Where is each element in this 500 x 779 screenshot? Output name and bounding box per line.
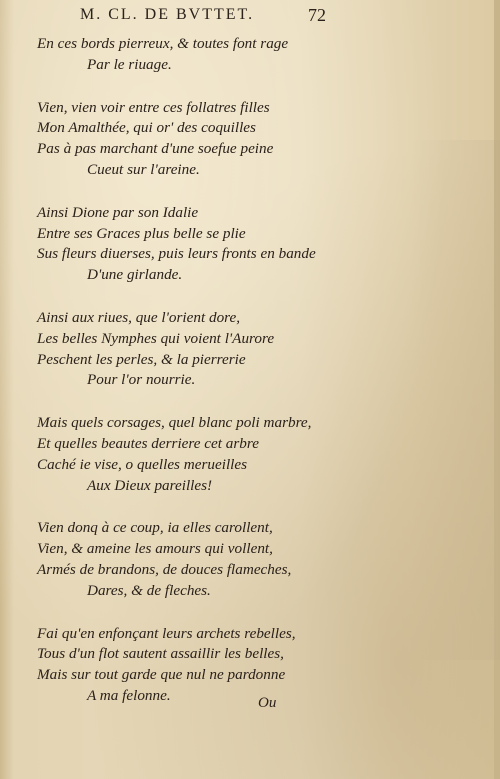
stanza [37,624,337,707]
verse-line: Dares, & de fleches. [87,581,211,599]
verse-line: Vien, & ameine les amours qui vollent, [37,540,273,558]
verse-line: Pour l'or nourrie. [87,371,196,389]
verse-line: Les belles Nymphes qui voient l'Aurore [37,329,275,347]
verse-line: Aux Dieux pareilles! [87,476,213,494]
stanza [37,34,337,76]
verse-line: Pas à pas marchant d'une soefue peine [37,140,274,158]
stanza [37,308,337,391]
verse-line: Et quelles beautes derriere cet arbre [37,434,259,452]
show-through-shadow [410,140,500,660]
verse-line: Entre ses Graces plus belle se plie [37,224,246,242]
verse-line: Par le riuage. [87,55,172,73]
stanza [37,98,337,181]
verse-line: A ma felonne. [87,686,171,704]
page-number: 72 [308,5,326,25]
catchword: Ou [258,695,277,711]
verse-line: Cueut sur l'areine. [87,160,200,178]
verse-line: Ainsi aux riues, que l'orient dore, [37,308,241,326]
verse-line: Mais quels corsages, quel blanc poli marbre, [37,414,312,432]
verse-line: Vien, vien voir entre ces follatres filles [37,98,270,116]
verse-line: Ainsi Dione par son Idalie [37,203,199,221]
verse-line: Caché ie vise, o quelles merueilles [37,455,248,473]
stanza [37,518,337,601]
verse-line: Vien donq à ce coup, ia elles carollent, [37,519,273,537]
verse-line: Mais sur tout garde que nul ne pardonne [37,666,286,684]
verse-line: Fai qu'en enfonçant leurs archets rebelles, [37,624,296,642]
verse-line: Sus fleurs diuerses, puis leurs fronts en bande [37,245,316,263]
stanza [37,413,337,496]
verse-line: Tous d'un flot sautent assaillir les belles, [37,645,284,663]
poem-body [37,34,337,729]
verse-line: Armés de brandons, de douces flameches, [37,560,292,578]
running-title: M. CL. DE BVTTET. [80,6,255,23]
verse-line: Mon Amalthée, qui or' des coquilles [37,119,256,137]
verse-line: Peschent les perles, & la pierrerie [37,350,246,368]
verse-line: En ces bords pierreux, & toutes font rage [37,35,289,52]
verse-line: D'une girlande. [87,266,183,284]
stanza [37,203,337,286]
